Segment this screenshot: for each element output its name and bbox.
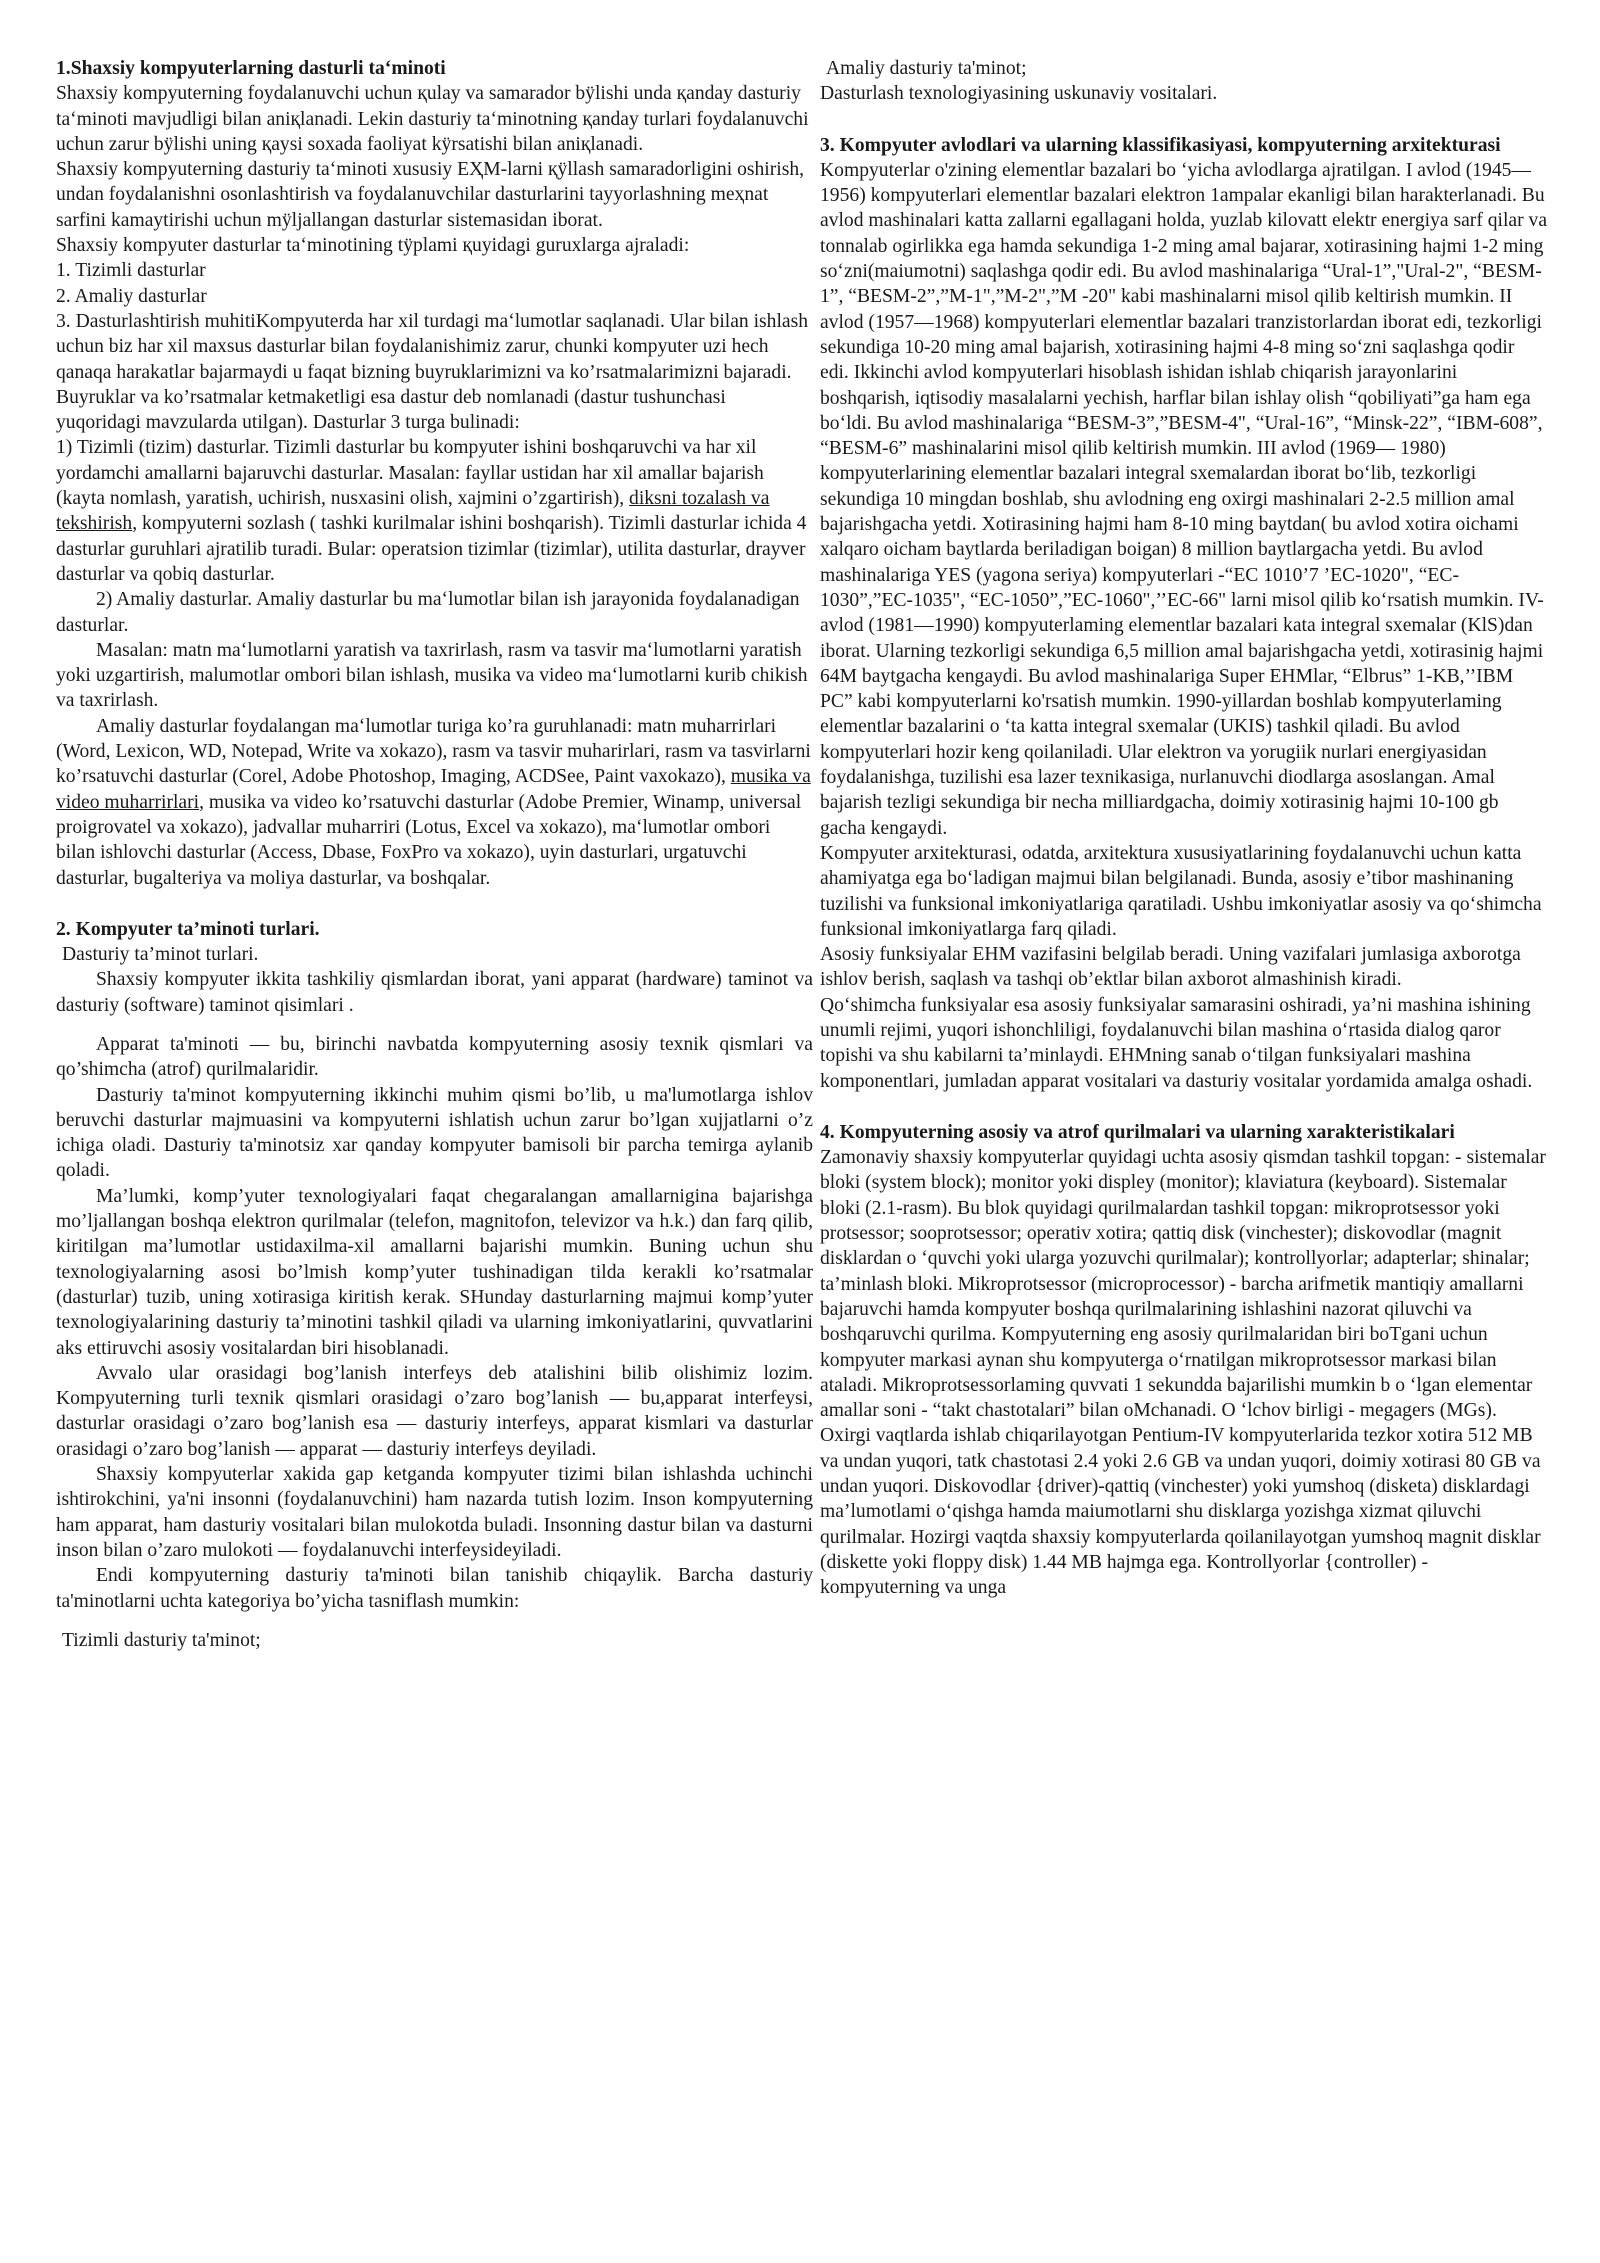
paragraph: Qo‘shimcha funksiyalar esa asosiy funksiyalar samarasini oshiradi, ya’ni mashina ishining unumli rejimi, yuqori ishonchliligi, foydalanuvchi bilan mashina o‘rtasida dialog qaror topishi va shu kabilarni ta’minlaydi. EHMning sanab o‘tilgan funksiyalari mashina komponentlari, jumladan apparat vositalari va dasturiy vositalar yordamida amalga oshadi. xyxy=(820,994,1533,1092)
paragraph: Shaxsiy kompyuterning foydalanuvchi uchun қulay va samarador bÿlishi unda қanday dasturiy ta‘minoti mavjudligi bilan aniқlanadi. Lekin dasturiy ta‘minotning қanday turlari foydalanuvchi uchun zarur bÿlishi uning қaysi soxada faoliyat kÿrsatishi bilan aniқlanadi. xyxy=(56,83,809,155)
paragraph: Avvalo ular orasidagi bog’lanish interfeys deb atalishini bilib olishimiz lozim. Kompyuterning turli texnik qismlari orasidagi o’zaro bog’lanish — bu,apparat interfeysi, dasturlar orasidagi o’zaro bog’lanish esa — dasturiy interfeys, apparat kismlari va dasturlar orasidagi o’zaro bog’lanish — apparat — dasturiy interfeys deyiladi. xyxy=(56,1362,813,1460)
paragraph: Zamonaviy shaxsiy kompyuterlar quyidagi uchta asosiy qismdan tashkil topgan: - sistemalar bloki (system block); monitor yoki displey (monitor); klaviatura (keyboard). Sistemalar bloki (2.1-rasm). Bu blok quyidagi qurilmalardan tashkil topgan: mikroprotsessor yoki protsessor; sooprotsessor; operativ xotira; qattiq disk (vinchester); diskovodlar (magnit disklardan o ‘quvchi yoki ularga yozuvchi qurilmalar); kontrollyorlar; adapterlar; shinalar; ta’minlash bloki. Mikroprotsessor (microprocessor) - barcha arifmetik mantiqiy amallarni bajaruvchi hamda kompyuter boshqa qurilmalarining ishlashini nazorat qiluvchi va boshqaruvchi qurilma. Kompyuterning eng asosiy qurilmalaridan biri boTgani uchun kompyuter markasi aynan shu kompyuterga o‘rnatilgan mikroprotsessor markasi bilan ataladi. Mikroprotsessorlaming quvvati 1 sekundda bajarilishi mumkin b o ‘lgan elementar amallar soni - “takt chastotalari” bilan oMchanadi. O ‘lchov birligi - megagers (MGs). Oxirgi vaqtlarda ishlab chiqarilayotgan Pentium-IV kompyuterlarida tezkor xotira 512 MB va undan yuqori, tatk chastotasi 2.4 yoki 2.6 GB va undan yuqori, doimiy xotirasi 80 GB va undan yuqori. Diskovodlar {driver)-qattiq (vinchester) yoki yumshoq (disketa) disklardagi xyxy=(820,1147,1546,1498)
paragraph: Asosiy funksiyalar EHM vazifasini belgilab beradi. Uning vazifalari jumlasiga axborotga ishlov berish, saqlash va tashqi ob’ektlar bilan axborot almashinish kiradi. xyxy=(820,944,1521,991)
paragraph xyxy=(56,435,813,587)
paragraph xyxy=(56,714,813,891)
paragraph: Endi kompyuterning dasturiy ta'minoti bilan tanishib chiqaylik. Barcha dasturiy ta'minotlarni uchta kategoriya bo’yicha tasniflash mumkin: xyxy=(56,1565,813,1612)
paragraph-text: Amaliy dasturlar foydalangan ma‘lumotlar turiga ko’ra guruhlanadi: matn muharrirlari (Word, Lexicon, WD, Notepad, Write va xokazo), rasm va tasvir muharirlari, rasm va tasvirlarni ko’rsatuvchi dasturlar (Corel, Adobe Photoshop, Imaging, ACDSee, Paint vaxokazo), xyxy=(56,715,811,788)
paragraph-text: , musika va video ko’rsatuvchi dasturlar (Adobe Premier, Winamp, universal proigrovatel va xokazo), jadvallar muharriri (Lotus, Excel va xokazo), ma‘lumotlar ombori bilan ishlovchi dasturlar (Access, Dbase, FoxPro va xokazo), uyin dasturlari, urgatuvchi dasturlar, bugalteriya va moliya dasturlar, va boshqalar. xyxy=(56,791,802,889)
paragraph: Amaliy dasturiy ta'minot; xyxy=(826,58,1027,79)
paragraph: 2. Amaliy dasturlar xyxy=(56,285,207,307)
paragraph-spacer xyxy=(56,1614,813,1628)
underlined-link-text[interactable]: musika va video muharrirlari xyxy=(56,766,811,813)
right-column xyxy=(820,56,1548,1601)
paragraph: Kompyuter arxitekturasi, odatda, arxitektura xususiyatlarining foydalanuvchi uchun katta ahamiyatga ega bo‘ladigan majmui bilan belgilanadi. Bunda, asosiy e’tibor mashinaning tuzilishi va funksional imkoniyatlariga qaratiladi. Ushbu imkoniyatlar asosiy va qo‘shimcha funksional imkoniyatlarga farq qiladi. xyxy=(820,842,1542,940)
paragraph: Dasturiy ta'minot kompyuterning ikkinchi muhim qismi bo’lib, u ma'lumotlarga ishlov beruvchi dasturlar majmuasini va kompyuterni ishlatish uchun zarur bo’lgan xujjatlarni o’z ichiga oladi. Dasturiy ta'minotsiz xar qanday kompyuter bamisoli bir parcha temirga aylanib qoladi. xyxy=(56,1084,813,1182)
paragraph: Apparat ta'minoti — bu, birinchi navbatda kompyuterning asosiy texnik qismlari va qo’shimcha (atrof) qurilmalaridir. xyxy=(56,1033,813,1081)
paragraph: Shaxsiy kompyuterning dasturiy ta‘minoti xususiy EҲM-larni қÿllash samaradorligini oshirish, undan foydalanishni osonlashtirish va foydalanuvchilar dasturlarini tayyorlashning meҳnat sarfini kamaytirishi uchun mÿljallangan dasturlar sistemasidan iborat. xyxy=(56,159,805,231)
paragraph-spacer xyxy=(56,1018,813,1032)
paragraph: Shaxsiy kompyuterlar xakida gap ketganda kompyuter tizimi bilan ishlashda uchinchi ishtirokchini, ya'ni insonni (foydalanuvchini) ham nazarda tutish lozim. Inson kompyuterning ham apparat, ham dasturiy vositalari bilan mulokotda buladi. Insonning dastur bilan va dasturni inson bilan o’zaro mulokoti — foydalanuvchi interfeysideyiladi. xyxy=(56,1464,813,1561)
paragraph: Shaxsiy kompyuter ikkita tashkiliy qismlardan iborat, yani apparat (hardware) taminot va dasturiy (software) taminot qisimlari . xyxy=(56,969,813,1016)
paragraph: 3. Dasturlashtirish muhitiKompyuterda har xil turdagi ma‘lumotlar saqlanadi. Ular bilan ishlash uchun biz har xil maxsus dasturlar bilan foydalanishimiz zarur, chunki kompyuter uzi hech qanaqa harakatlar bajarmaydi u faqat bizning buyruklarimizni va ko’rsatmalarimizni bajaradi. Buyruklar va ko’rsatmalar ketmaketligi esa dastur deb nomlanadi (dastur tushunchasi yuqoridagi mavzularda utilgan). Dasturlar 3 turga bulinadi: xyxy=(56,310,809,434)
section-heading: 4. Kompyuterning asosiy va atrof qurilmalari va ularning xarakteristikalari xyxy=(820,1121,1455,1143)
paragraph-spacer xyxy=(820,107,1548,133)
paragraph: Tizimli dasturiy ta'minot; xyxy=(62,1629,261,1651)
paragraph: ma’lumotlami o‘qishga hamda maiumotlarni shu disklarga yozishga xizmat qiluvchi qurilmalar. Hozirgi vaqtda shaxsiy kompyuterlarda qoilanilayotgan yumshoq magnit disklar (diskette yoki floppy disk) 1.44 MB hajmga ega. Kontrollyorlar {controller) - kompyuterning va unga xyxy=(820,1501,1541,1599)
paragraph-text: 1) Tizimli (tizim) dasturlar. Tizimli dasturlar bu kompyuter ishini boshqaruvchi va har xil yordamchi amallarni bajaruvchi dasturlar. Masalan: fayllar ustidan har xil amallar bajarish (kayta nomlash, yaratish, uchirish, nusxasini olish, xajmini o’zgartirish), xyxy=(56,437,764,510)
section-heading: 3. Kompyuter avlodlari va ularning klassifikasiyasi, kompyuterning arxitekturasi xyxy=(820,134,1501,156)
paragraph: Dasturiy ta’minot turlari. xyxy=(62,944,259,966)
paragraph: Kompyuterlar o'zining elementlar bazalari bo ‘yicha avlodlarga ajratilgan. I avlod (1945— 1956) kompyuterlari elementlar bazalari elektron 1ampalar ekanligi bilan harakterlanadi. Bu avlod mashinalari katta zallarni egallagani holda, yuzlab kilovatt elektr energiya sarf qilar va tonnalab ogirlikka ega hamda sekundiga 1-2 ming amal bajarar, xotirasining hajmi 1-2 ming so‘zni(maiumotni) saqlashga qodir edi. Bu avlod mashinalariga “Ural-1”,"Ural-2", “BESM-1”, “BESM-2”,”M-1",”M-2",”M -20" kabi mashinalarni misol qilib keltirish mumkin. II avlod (1957—1968) kompyuterlari elementlar bazalari tranzistorlardan iborat edi, tezkorligi sekundiga 10-20 ming amal bajarish, xotirasining hajmi 4-8 ming so‘zni saqlashga qodir edi. Ikkinchi avlod kompyuterlari hisoblash ishidan ishlab chiqarish jarayonlarini boshqarish, iqtisodiy masalalarni yechish, harflar bilan ishlay olish “qobiliyati”ga ham ega bo‘ldi. Bu avlod mashinalariga “BESM-3”,”BESM-4", “Ural-16”, “Minsk-22”, “IBM-608”, “BESM-6” mashinalarini misol qilib keltirish mumkin. III avlod (1969— 1980) kompyuterlarining elementlar bazalari integral sxemalardan iborat bo‘lib, tezkorligi sekundiga 10 mingdan boshlab, shu avlodning eng oxirgi mashinalari 2-2.5 million amal bajarishgacha yetdi. Xotirasining hajmi ham 8-10 ming baytdan( bu avlod xotira oichami xalqaro oicham baytlarda beriladigan boigan) 8 million baytlargacha yetdi. Bu avlod mashinalariga YES (yagona seriya) kompyuterlari -“EC 1010’7 ’EC-1020", “EC-1030”,”EC-1035", “EC-1050”,”EC-1060",’’EC-66" larni misol qilib ko‘rsatish mumkin. IV- avlod (1981—1990) kompyuterlaming elementlar bazalari kata integral sxemalar (KlS)dan iborat. Ularning tezkorligi sekundiga 6,5 million amal bajarishgacha yetdi, xotirasinig hajmi 64M baytgacha kengaydi. Bu avlod mashinalariga Super EHMlar, “Elbrus” 1-KB,’’IBM PC” kabi kompyuterlarni ko'rsatish mumkin. 1990-yillardan boshlab kompyuterlaming elementlar bazalarini o ‘ta katta integral sxemalar (UKIS) tashkil qiladi. Bu avlod kompyuterlari hozir keng qoilaniladi. Ular elektron va yorugiik nurlari energiyasidan foydalanishga, tuzilishi esa lazer texnikasiga, nurlanuvchi diodlarga asoslangan. Amal bajarish tezligi sekundiga bir necha milliardgacha, doimiy xotirasinig hajmi 10-100 gb gacha kengaydi. xyxy=(820,159,1548,839)
paragraph: Dasturlash texnologiyasining uskunaviy vositalari. xyxy=(820,83,1218,105)
paragraph: Shaxsiy kompyuter dasturlar ta‘minotining tÿplami қuyidagi guruxlarga ajraladi: xyxy=(56,235,690,257)
paragraph-text: , kompyuterni sozlash ( tashki kurilmalar ishini boshqarish). Tizimli dasturlar ichida 4 dasturlar guruhlari ajratilib turadi. Bular: operatsion tizimlar (tizimlar), utilita dasturlar, drayver dasturlar va qobiq dasturlar. xyxy=(56,513,807,585)
paragraph: Masalan: matn ma‘lumotlarni yaratish va taxrirlash, rasm va tasvir ma‘lumotlarni yaratish yoki uzgartirish, malumotlar ombori bilan ishlash, musika va video ma‘lumotlarni kurib chikish va taxrirlash. xyxy=(56,639,808,712)
paragraph-spacer xyxy=(56,891,813,917)
paragraph: 2) Amaliy dasturlar. Amaliy dasturlar bu ma‘lumotlar bilan ish jarayonida foydalanadigan dasturlar. xyxy=(56,589,800,636)
left-column xyxy=(56,56,813,1653)
underlined-link-text[interactable]: diksni tozalash va tekshirish xyxy=(56,488,770,535)
paragraph: 1. Tizimli dasturlar xyxy=(56,260,206,282)
section-heading: 1.Shaxsiy kompyuterlarning dasturli ta‘minoti xyxy=(56,58,446,79)
paragraph-spacer xyxy=(820,1094,1548,1120)
section-heading: 2. Kompyuter ta’minoti turlari. xyxy=(56,918,320,940)
paragraph: Ma’lumki, komp’yuter texnologiyalari faqat chegaralangan amallarnigina bajarishga mo’ljallangan boshqa elektron qurilmalar (telefon, magnitofon, televizor va h.k.) dan farq qilib, kiritilgan ma’lumotlar ustidaxilma-xil amallarni bajarishi mumkin. Buning uchun shu texnologiyalarning asosi bo’lmish komp’yuter tushinadigan tilda kerakli ko’rsatmalar (dasturlar) tuzib, uning xotirasiga kiritish kerak. SHunday dasturlarning majmui komp’yuter texnologiyalarining dasturiy ta’minotini tashkil qiladi va ularning imkoniyatlarini, quvvatlarini aks ettiruvchi asosiy vositalardan biri hisoblanadi. xyxy=(56,1185,813,1359)
